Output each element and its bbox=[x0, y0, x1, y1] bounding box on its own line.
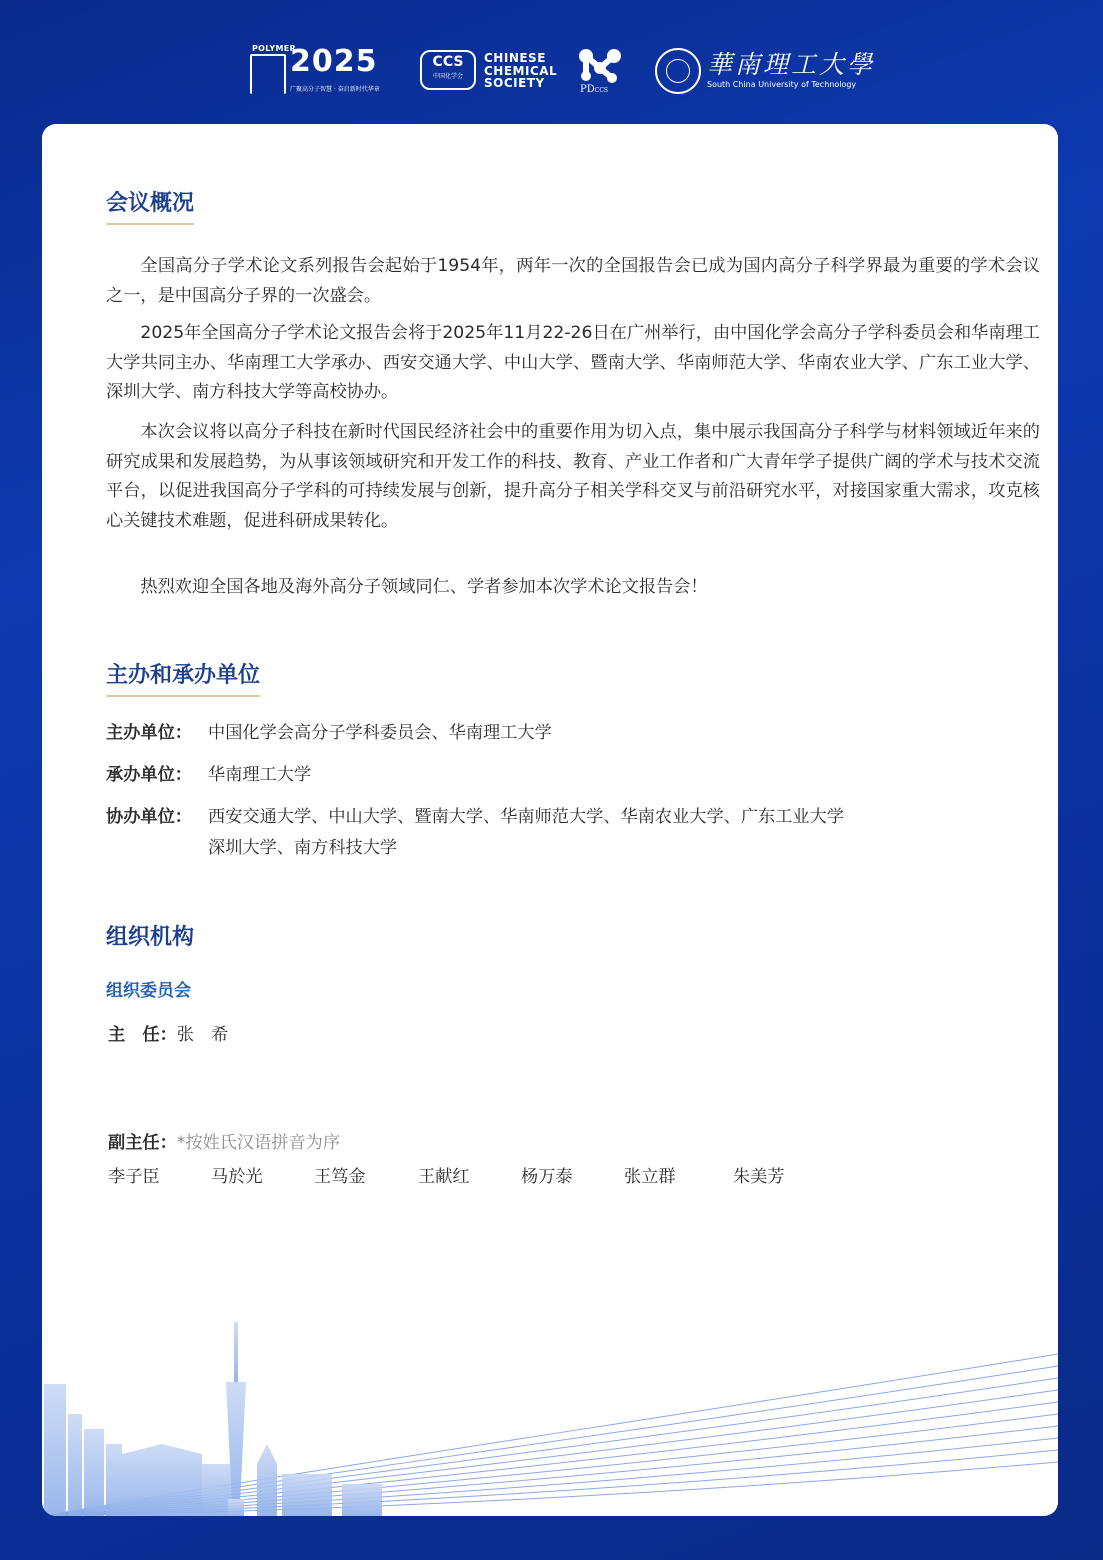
overview-paragraph: 2025年全国高分子学术论文报告会将于2025年11月22-26日在广州举行，由中国化学会高分子学科委员会和华南理工大学共同主办、华南理工大学承办、西安交通大学、中山大学、暨南大学、华南师范大学、华南农业大学、广东工业大学、深圳大学、南方科技大学等高校协办。 bbox=[106, 323, 1040, 402]
ccs-name bbox=[484, 52, 557, 90]
polymer-2025-logo bbox=[250, 44, 400, 98]
pd-suffix: CCS bbox=[594, 87, 609, 94]
chair-name: 张 希 bbox=[176, 1025, 229, 1045]
vice-chair-name: 杨万泰 bbox=[521, 1167, 573, 1187]
vice-chair-name: 朱美芳 bbox=[733, 1167, 785, 1187]
vice-chair-line bbox=[108, 1128, 340, 1153]
organizers-title: 主办和承办单位 bbox=[106, 658, 260, 697]
skyline-buildings bbox=[44, 1322, 382, 1516]
co-organizer-value-2: 深圳大学、南方科技大学 bbox=[208, 838, 398, 858]
chair-label: 主 任： bbox=[108, 1025, 177, 1045]
content-card bbox=[42, 124, 1058, 1516]
undertaker-label: 承办单位： bbox=[106, 765, 192, 785]
co-organizer-label: 协办单位： bbox=[106, 807, 192, 827]
gate-icon bbox=[250, 54, 286, 94]
vice-chair-label: 副主任： bbox=[108, 1133, 177, 1153]
host-label: 主办单位： bbox=[106, 723, 192, 743]
vice-chair-name: 马於光 bbox=[211, 1167, 263, 1187]
ccs-name-line: CHEMICAL bbox=[484, 63, 558, 78]
scut-emblem-inner bbox=[666, 59, 690, 83]
city-skyline-illustration bbox=[42, 1304, 1058, 1516]
vice-chair-name: 王献红 bbox=[418, 1167, 470, 1187]
ccs-name-line: CHINESE bbox=[484, 51, 546, 65]
ccs-name-line: SOCIETY bbox=[484, 76, 545, 90]
polymer-logo-subtitle: 广聚高分子智慧 · 奋启新时代华章 bbox=[290, 86, 380, 93]
vice-chair-note: *按姓氏汉语拼音为序 bbox=[176, 1133, 341, 1153]
molecule-icon bbox=[574, 46, 626, 86]
chair-line bbox=[108, 1020, 228, 1045]
host-value: 中国化学会高分子学科委员会、华南理工大学 bbox=[208, 723, 552, 743]
pdccs-logo bbox=[574, 46, 626, 98]
scut-name bbox=[707, 50, 875, 90]
scut-emblem-icon bbox=[655, 48, 701, 94]
scut-name-en: South China University of Technology bbox=[707, 80, 857, 89]
overview-paragraph: 全国高分子学术论文系列报告会起始于1954年，两年一次的全国报告会已成为国内高分子科学界最为重要的学术会议之一，是中国高分子界的一次盛会。 bbox=[106, 256, 1040, 306]
co-organizer-value: 西安交通大学、中山大学、暨南大学、华南师范大学、华南农业大学、广东工业大学 bbox=[208, 807, 844, 827]
pdccs-text bbox=[580, 84, 608, 95]
ccs-logo-abbr: CCS bbox=[432, 54, 464, 70]
ccs-logo-cn: 中国化学会 bbox=[432, 73, 463, 80]
pd-text: PD bbox=[580, 84, 595, 95]
polymer-logo-year: 2025 bbox=[290, 44, 378, 79]
polymer-logo-top-text: POLYMER bbox=[252, 44, 296, 53]
vice-chair-name: 王笃金 bbox=[314, 1167, 366, 1187]
organization-title: 组织机构 bbox=[106, 925, 195, 950]
overview-paragraph: 本次会议将以高分子科技在新时代国民经济社会中的重要作用为切入点，集中展示我国高分子科学与材料领域近年来的研究成果和发展趋势，为从事该领域研究和开发工作的科技、教育、产业工作者和广大青年学子提供广阔的学术与技术交流平台，以促进我国高分子学科的可持续发展与创新，提升高分子相关学科交叉与前沿研究水平，对接国家重大需求，攻克核心关键技术难题，促进科研成果转化。 bbox=[106, 422, 1040, 531]
committee-subhead: 组织委员会 bbox=[106, 981, 191, 1001]
overview-title: 会议概况 bbox=[106, 186, 194, 225]
vice-chair-name: 李子臣 bbox=[108, 1167, 160, 1187]
scut-name-cn: 華南理工大學 bbox=[707, 50, 876, 79]
vice-chair-name: 张立群 bbox=[624, 1167, 676, 1187]
undertaker-value: 华南理工大学 bbox=[208, 765, 312, 785]
header-logos bbox=[0, 0, 1103, 124]
ccs-logo bbox=[420, 50, 476, 90]
overview-paragraph: 热烈欢迎全国各地及海外高分子领域同仁、学者参加本次学术论文报告会！ bbox=[140, 577, 708, 597]
